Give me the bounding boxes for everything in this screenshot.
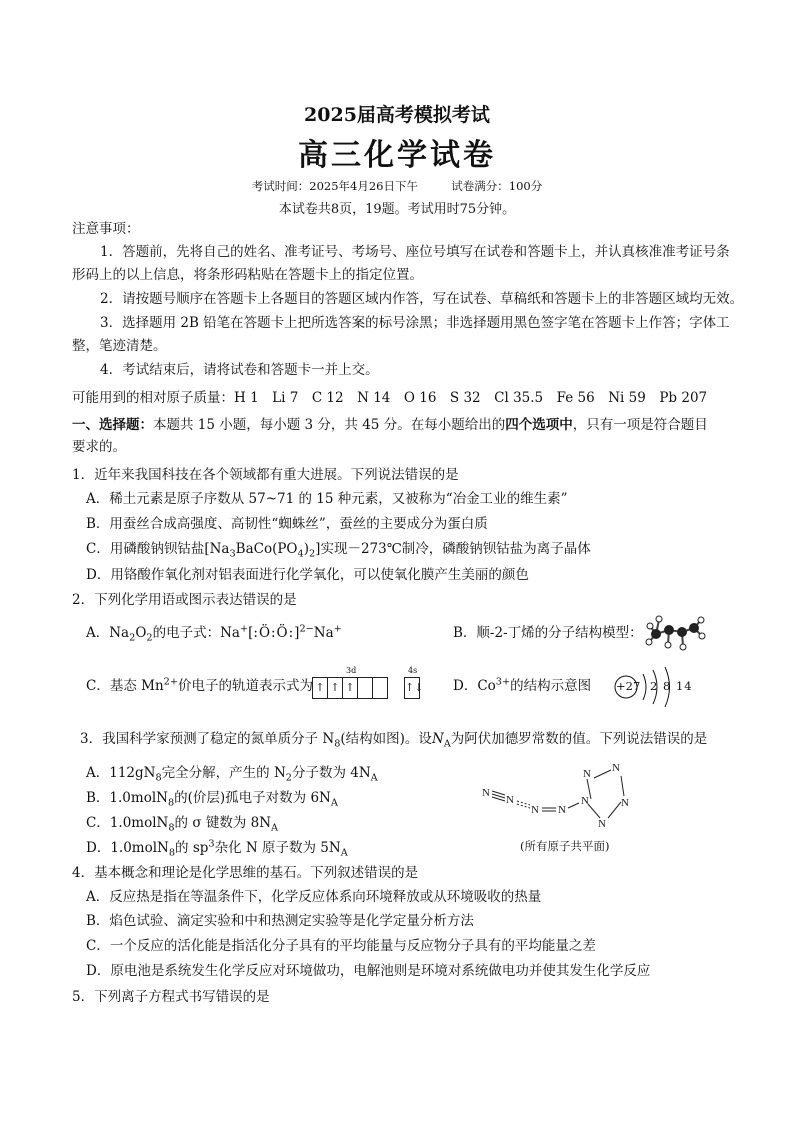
- q3-stem-b: (结构如图)。设: [340, 731, 432, 747]
- q2-c-text-b: 价电子的轨道表示式为: [177, 678, 313, 694]
- exam-time-line: [0, 178, 794, 194]
- nucleus-charge: +27: [616, 679, 641, 693]
- q2-d-text-a: D．Co: [453, 678, 496, 694]
- q3-stem-c: N: [431, 731, 444, 747]
- q3-a-sub-8: 8: [155, 772, 162, 784]
- q3-d-sup: 3: [208, 838, 215, 850]
- note-1a: 1．答题前，先将自己的姓名、准考证号、考场号、座位号填写在试卷和答题卡上，并认真核准准考证号条: [100, 244, 730, 260]
- q1-c-text-d: ]实现－273℃制冷，磷酸钠钡钴盐为离子晶体: [315, 541, 591, 557]
- exam-name: 2025届高考模拟考试: [304, 104, 490, 126]
- q2-a-electron-dots: :Ö:Ö:: [253, 625, 295, 641]
- q3-a-sub-a: A: [370, 772, 378, 784]
- note-1b: 形码上的以上信息，将条形码粘贴在答题卡上的指定位置。: [72, 267, 423, 283]
- note-3b: 整，笔迹清楚。: [72, 338, 167, 354]
- exam-score: 试卷满分：100分: [451, 179, 543, 193]
- exam-time: 考试时间：2025年4月26日下午: [251, 179, 418, 193]
- q2-a-sup-plus-2: +: [333, 623, 342, 635]
- q1-c-sub-4: 4: [297, 548, 304, 560]
- n8-atom-4: N: [558, 804, 566, 816]
- section-1-line2: 要求的。: [72, 439, 126, 455]
- q4-option-b: B．焰色试验、滴定实验和中和热测定实验等是化学定量分析方法: [86, 913, 474, 929]
- q3-a-sub-2: 2: [285, 772, 292, 784]
- orbital-4s-box: ↑↓: [405, 681, 424, 694]
- q3-option-b: [86, 789, 338, 807]
- n8-atom-2: N: [506, 794, 514, 806]
- q4-option-a: A．反应热是指在等温条件下，化学反应体系向环境释放或从环境吸收的热量: [86, 889, 542, 905]
- cis-2-butene-ball-stick-model: [644, 612, 706, 652]
- q2-a-sub-2: 2: [129, 632, 136, 644]
- q2-option-c: [86, 677, 313, 695]
- q3-b-sub-8: 8: [167, 797, 175, 809]
- q3-option-d: [86, 839, 348, 857]
- orbital-3d-box-3: ↑: [343, 678, 358, 698]
- q3-stem-sub-a: A: [443, 738, 451, 750]
- q3-option-c: [86, 814, 278, 832]
- q2-a-bracket-close: ]: [294, 625, 300, 641]
- atomic-masses: 可能用到的相对原子质量：H 1 Li 7 C 12 N 14 O 16 S 32 Cl 35.5 Fe 56 Ni 59 Pb 207: [72, 390, 708, 406]
- note-3a: 3．选择题用 2B 铅笔在答题卡上把所选答案的标号涂黑；非选择题用黑色签字笔在答题卡上作答；字体工: [100, 315, 730, 331]
- q3-c-text-b: 的 σ 键数为 8N: [174, 815, 272, 831]
- q2-a-sub-2b: 2: [146, 632, 153, 644]
- orbital-3d-box-1: ↑: [313, 678, 328, 698]
- orbital-label-4s: 4s: [408, 666, 418, 675]
- q3-stem-sub: 8: [334, 738, 341, 750]
- q3-b-text-b: 的(价层)孤电子对数为 6N: [174, 790, 331, 806]
- q1-c-text-a: C．用磷酸钠钡钴盐[Na: [86, 541, 230, 557]
- q2-d-sup: 3+: [495, 676, 511, 688]
- n8-atom-1: N: [482, 787, 490, 799]
- q3-stem-d: 为阿伏加德罗常数的值。下列说法错误的是: [450, 731, 708, 747]
- n8-atom-7: N: [612, 762, 620, 774]
- section-1-intro: [72, 416, 708, 434]
- q3-option-a: [86, 764, 378, 782]
- q2-a-text-c: 的电子式：Na: [152, 625, 240, 641]
- n8-atom-5: N: [581, 795, 589, 807]
- orbital-3d-box-2: ↑: [328, 678, 343, 698]
- q3-c-text-a: C．1.0molN: [86, 815, 169, 831]
- q2-d-text-b: 的结构示意图: [510, 678, 592, 694]
- q2-option-d: [453, 677, 591, 695]
- q4-stem: 4．基本概念和理论是化学思维的基石。下列叙述错误的是: [72, 865, 419, 881]
- q3-stem: [80, 730, 707, 748]
- note-4: 4．考试结束后，请将试卷和答题卡一并上交。: [100, 362, 379, 378]
- note-2: 2．请按题号顺序在答题卡上各题目的答题区域内作答，写在试卷、草稿纸和答题卡上的非答题区域均无效。: [100, 291, 744, 307]
- section-1-text-c: ，只有一项是符合题目: [572, 417, 708, 433]
- n8-atom-6: N: [583, 768, 591, 780]
- q4-option-c: C．一个反应的活化能是指活化分子具有的平均能量与反应物分子具有的平均能量之差: [86, 938, 596, 954]
- q2-option-b: B．顺-2-丁烯的分子结构模型：: [453, 625, 643, 641]
- section-1-text-b: 四个选项中: [505, 417, 573, 433]
- n8-atom-9: N: [598, 818, 606, 830]
- q2-c-sup: 2+: [163, 676, 178, 688]
- notes-heading: 注意事项：: [72, 221, 140, 237]
- orbital-diagram-3d: [312, 677, 388, 699]
- q3-d-text-b: 的 sp: [175, 840, 209, 856]
- q1-option-a: A．稀土元素是原子序数从 57~71 的 15 种元素，又被称为“冶金工业的维生素”: [86, 491, 568, 507]
- q3-d-sub-8: 8: [168, 847, 176, 859]
- q2-a-text-a: A．Na: [86, 625, 130, 641]
- q3-a-text-a: A．112gN: [86, 765, 156, 781]
- q3-c-sub-a: A: [271, 822, 279, 834]
- n8-molecule-structure: [476, 756, 646, 836]
- exam-summary: 本试卷共8页，19题。考试用时75分钟。: [278, 202, 516, 217]
- q1-option-d: D．用铬酸作氧化剂对铝表面进行化学氧化，可以使氧化膜产生美丽的颜色: [86, 567, 529, 583]
- section-1-lead: 一、选择题：: [72, 417, 153, 433]
- n8-atom-3: N: [531, 804, 539, 816]
- page-title: 高三化学试卷: [298, 138, 496, 173]
- q3-a-text-c: 分子数为 4N: [291, 765, 371, 781]
- q3-b-text-a: B．1.0molN: [86, 790, 168, 806]
- q1-c-text-b: BaCo(PO: [235, 541, 298, 557]
- q3-c-sub-8: 8: [168, 822, 175, 834]
- q3-a-text-b: 完全分解，产生的 N: [161, 765, 286, 781]
- q2-a-text-b: O: [135, 625, 147, 641]
- q1-stem: 1．近年来我国科技在各个领域都有重大进展。下列说法错误的是: [72, 467, 459, 483]
- q1-c-text-c: ): [303, 541, 309, 557]
- q3-d-text-a: D．1.0molN: [86, 840, 169, 856]
- q2-option-a: [86, 624, 342, 642]
- section-1-text-a: 本题共 15 小题，每小题 3 分，共 45 分。在每小题给出的: [153, 417, 506, 433]
- q1-c-sub-2: 2: [308, 548, 316, 560]
- q3-b-sub-a: A: [330, 797, 338, 809]
- q4-option-d: D．原电池是系统发生化学反应对环境做功，电解池则是环境对系统做电功并使其发生化学反应: [86, 963, 651, 979]
- electron-shells: 2 8 14: [650, 679, 693, 693]
- q3-d-sub-a: A: [340, 847, 348, 859]
- n8-atom-8: N: [621, 797, 629, 809]
- orbital-diagram-4s: [404, 677, 424, 699]
- orbital-3d-box-4: [358, 678, 373, 698]
- q2-c-text-a: C．基态 Mn: [86, 678, 164, 694]
- q1-c-sub-3: 3: [229, 548, 236, 560]
- q2-a-sup-plus: +: [239, 623, 249, 635]
- q2-a-text-g: Na: [313, 625, 334, 641]
- orbital-3d-box-5: [373, 678, 387, 698]
- q2-a-bracket-open: [: [248, 625, 254, 641]
- q2-stem: 2．下列化学用语或图示表达错误的是: [72, 592, 297, 608]
- q1-option-c: [86, 540, 591, 558]
- n8-caption: (所有原子共平面): [520, 839, 610, 853]
- q5-stem: 5．下列离子方程式书写错误的是: [72, 989, 270, 1005]
- q3-stem-a: 3．我国科学家预测了稳定的氮单质分子 N: [80, 731, 335, 747]
- q2-a-sup-charge: 2−: [299, 623, 314, 635]
- q3-d-text-c: 杂化 N 原子数为 5N: [214, 840, 341, 856]
- orbital-label-3d: 3d: [346, 666, 357, 675]
- q1-option-b: B．用蚕丝合成高强度、高韧性“蜘蛛丝”，蚕丝的主要成分为蛋白质: [86, 516, 488, 532]
